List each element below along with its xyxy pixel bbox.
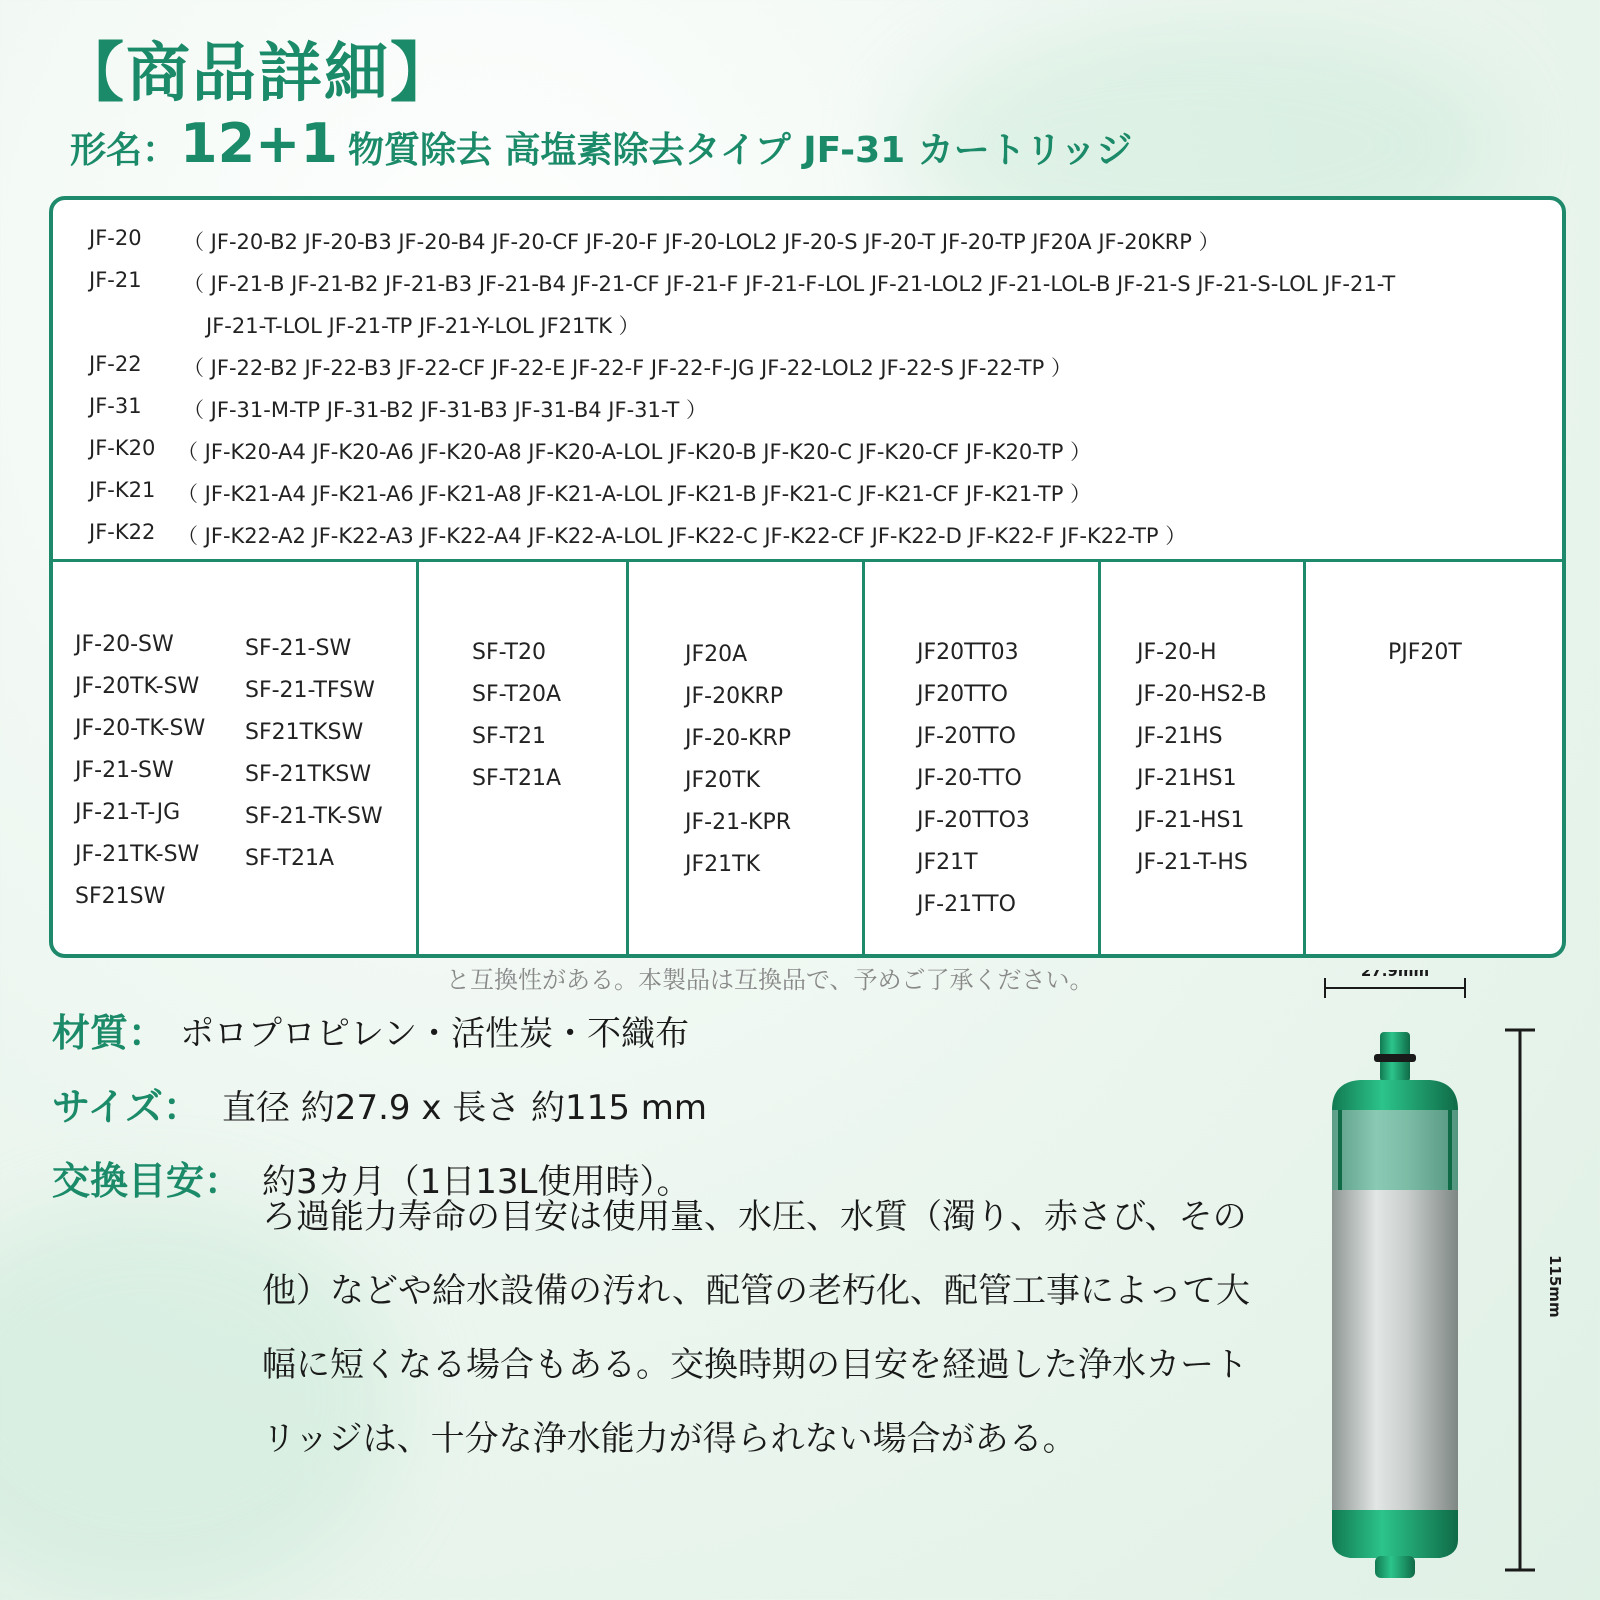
model-item: JF-21-T-HS	[1137, 850, 1248, 875]
series-list	[53, 200, 1562, 562]
model-item: SF-T20A	[472, 682, 562, 707]
cartridge-top-band	[1332, 1110, 1458, 1190]
model-column	[1306, 562, 1566, 958]
replacement-note: ろ過能力寿命の目安は使用量、水圧、水質（濁り、赤さび、その他）などや給水設備の汚れ、配管の老朽化、配管工事によって大幅に短くなる場合もある。交換時期の目安を経過した浄水カートリッジは、十分な浄水能力が得られない場合がある。	[262, 1197, 1251, 1459]
model-item: SF21TKSW	[245, 720, 364, 745]
model-item: JF21TK	[685, 852, 761, 877]
model-list	[1137, 632, 1267, 884]
model-list	[472, 632, 561, 800]
model-item: SF-T20	[472, 640, 546, 665]
series-code: JF-K21	[89, 478, 156, 502]
length-dimension-label: 115mm	[1546, 1255, 1564, 1318]
series-code: JF-20	[89, 226, 142, 250]
page-title: 【商品詳細】	[60, 37, 456, 111]
width-dimension-label: 27.9mm	[1360, 970, 1430, 980]
model-item: JF-20KRP	[685, 684, 784, 709]
model-list	[245, 628, 383, 880]
model-item: SF-21-TK-SW	[245, 804, 383, 829]
series-models-continuation: JF-21-T-LOL JF-21-TP JF-21-Y-LOL JF21TK ）	[206, 314, 640, 338]
series-row	[53, 218, 1562, 260]
model-item: JF-21-KPR	[685, 810, 791, 835]
cartridge-diagram	[1270, 970, 1600, 1600]
model-item: JF-20-SW	[75, 632, 174, 657]
compatibility-table	[49, 196, 1566, 958]
model-item: JF-21-HS1	[1137, 808, 1245, 833]
product-model-heading	[70, 112, 1132, 175]
model-column	[865, 562, 1101, 958]
series-row	[53, 344, 1562, 386]
model-item: JF20TTO	[917, 682, 1008, 707]
model-item: PJF20T	[1388, 640, 1462, 665]
cartridge-bottom-cap	[1332, 1510, 1458, 1558]
model-prefix: 形名：	[70, 130, 179, 171]
model-item: JF20A	[685, 642, 748, 667]
model-list	[1388, 632, 1462, 674]
material-value: ポロプロピレン・活性炭・不織布	[180, 1014, 690, 1054]
model-item: JF-21HS1	[1137, 766, 1237, 791]
model-item: JF-20-H	[1137, 640, 1217, 665]
model-item: JF-21TTO	[917, 892, 1016, 917]
model-item: JF20TT03	[917, 640, 1019, 665]
cartridge-top-cap	[1332, 1080, 1458, 1110]
model-item: JF-20TTO3	[917, 808, 1030, 833]
model-list	[685, 634, 791, 886]
model-item: JF-21TK-SW	[75, 842, 200, 867]
model-item: JF-20-KRP	[685, 726, 791, 751]
substance-count: 12+1	[180, 112, 338, 175]
model-list	[75, 624, 205, 918]
model-item: JF-20-TK-SW	[75, 716, 206, 741]
model-item: SF21SW	[75, 884, 166, 909]
replace-label: 交換目安：	[52, 1159, 243, 1203]
model-description: 物質除去 高塩素除去タイプ JF-31 カートリッジ	[347, 130, 1133, 171]
cartridge-bottom-outlet	[1375, 1556, 1415, 1578]
model-item: JF-21-T-JG	[75, 800, 181, 825]
series-row	[53, 428, 1562, 470]
compatibility-note: と互換性がある。本製品は互換品で、予めご了承ください。	[446, 966, 1094, 994]
model-item: SF-21-TFSW	[245, 678, 375, 703]
series-code: JF-K22	[89, 520, 156, 544]
size-value: 直径 約27.9 x 長さ 約115 mm	[222, 1088, 707, 1128]
model-item: JF-21-SW	[75, 758, 174, 783]
model-item: SF-21TKSW	[245, 762, 372, 787]
series-row	[53, 512, 1562, 554]
series-models: （ JF-20-B2 JF-20-B3 JF-20-B4 JF-20-CF JF-20-F JF-20-LOL2 JF-20-S JF-20-T JF-20-TP JF20A JF-20KRP ）	[183, 230, 1220, 254]
series-models: （ JF-21-B JF-21-B2 JF-21-B3 JF-21-B4 JF-21-CF JF-21-F JF-21-F-LOL JF-21-LOL2 JF-21-LOL-B JF-21-S JF-21-S-LOL JF-21-T	[183, 272, 1396, 296]
replace-value: 約3カ月（1日13L使用時）。	[262, 1162, 691, 1202]
size-label: サイズ：	[52, 1085, 201, 1129]
model-column	[629, 562, 865, 958]
series-models: （ JF-K22-A2 JF-K22-A3 JF-K22-A4 JF-K22-A-LOL JF-K22-C JF-K22-CF JF-K22-D JF-K22-F JF-K22-TP ）	[177, 524, 1187, 548]
model-item: SF-T21A	[245, 846, 335, 871]
series-models: （ JF-K21-A4 JF-K21-A6 JF-K21-A8 JF-K21-A-LOL JF-K21-B JF-K21-C JF-K21-CF JF-K21-TP ）	[177, 482, 1092, 506]
model-item: JF21T	[917, 850, 978, 875]
model-item: JF-20TTO	[917, 724, 1016, 749]
model-item: JF-20-TTO	[917, 766, 1022, 791]
series-models: （ JF-22-B2 JF-22-B3 JF-22-CF JF-22-E JF-22-F JF-22-F-JG JF-22-LOL2 JF-22-S JF-22-TP ）	[183, 356, 1072, 380]
model-column	[1101, 562, 1306, 958]
series-models: （ JF-31-M-TP JF-31-B2 JF-31-B3 JF-31-B4 JF-31-T ）	[183, 398, 708, 422]
model-item: JF-20TK-SW	[75, 674, 200, 699]
series-code: JF-K20	[89, 436, 156, 460]
series-code: JF-31	[89, 394, 142, 418]
model-item: JF-21HS	[1137, 724, 1223, 749]
series-models: （ JF-K20-A4 JF-K20-A6 JF-K20-A8 JF-K20-A-LOL JF-K20-B JF-K20-C JF-K20-CF JF-K20-TP ）	[177, 440, 1092, 464]
series-row-continuation	[53, 302, 1562, 344]
series-row	[53, 386, 1562, 428]
series-code: JF-22	[89, 352, 142, 376]
model-item: SF-21-SW	[245, 636, 352, 661]
model-item: SF-T21	[472, 724, 546, 749]
model-list	[917, 632, 1030, 926]
model-item: JF-20-HS2-B	[1137, 682, 1267, 707]
cartridge-o-ring	[1374, 1054, 1416, 1062]
model-column	[419, 562, 629, 958]
cartridge-illustration	[1270, 970, 1600, 1600]
model-item: JF20TK	[685, 768, 761, 793]
model-column	[53, 562, 419, 958]
series-row	[53, 260, 1562, 302]
model-item: SF-T21A	[472, 766, 562, 791]
material-label: 材質：	[52, 1011, 167, 1055]
series-row	[53, 470, 1562, 512]
series-code: JF-21	[89, 268, 142, 292]
